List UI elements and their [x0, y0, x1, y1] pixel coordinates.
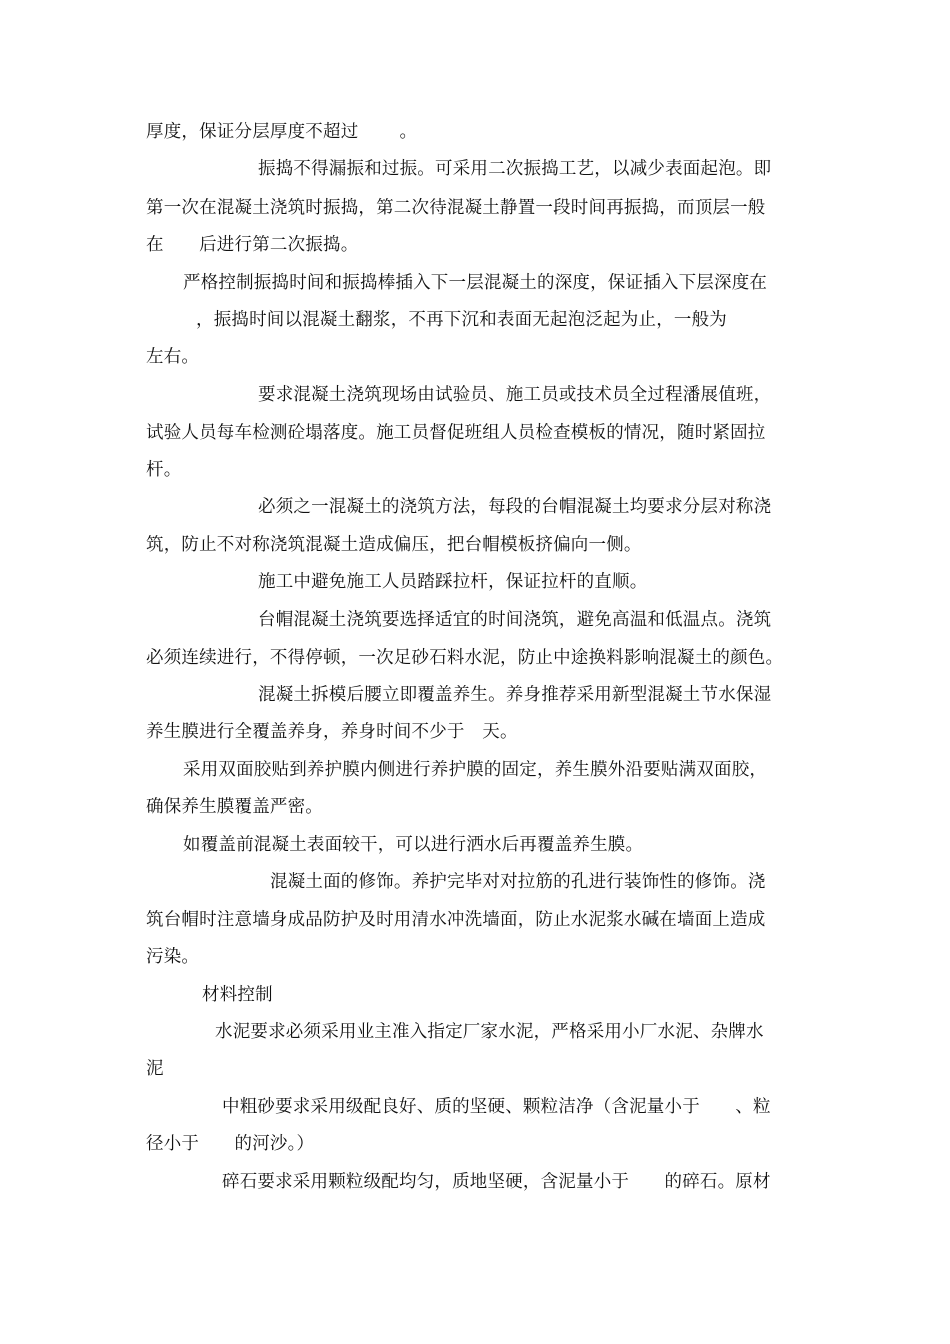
- text-line: 施工中避免施工人员踏踩拉杆，保证拉杆的直顺。: [258, 572, 648, 592]
- text-line: 水泥要求必须采用业主准入指定厂家水泥，严格采用小厂水泥、杂牌水: [215, 1022, 764, 1042]
- text-line: 污染。: [146, 947, 200, 967]
- text-line: ，振捣时间以混凝土翻浆，不再下沉和表面无起泡泛起为止，一般为: [196, 310, 727, 330]
- text-line: 混凝土拆模后腰立即覆盖养生。养身推荐采用新型混凝土节水保湿: [258, 685, 772, 705]
- section-heading: 材料控制: [202, 985, 273, 1005]
- text-line: 筑，防止不对称浇筑混凝土造成偏压，把台帽模板挤偏向一侧。: [146, 535, 642, 555]
- text-line: 养生膜进行全覆盖养身，养身时间不少于 天。: [146, 722, 518, 742]
- text-line: 中粗砂要求采用级配良好、质的坚硬、颗粒洁净（含泥量小于 、粒: [222, 1097, 771, 1117]
- text-line: 必须连续进行，不得停顿，一次足砂石料水泥，防止中途换料影响混凝土的颜色。: [146, 648, 784, 668]
- text-line: 第一次在混凝土浇筑时振捣，第二次待混凝土静置一段时间再振捣，而顶层一般: [146, 198, 766, 218]
- text-line: 要求混凝土浇筑现场由试验员、施工员或技术员全过程潘展值班，: [258, 385, 772, 405]
- text-line: 必须之一混凝土的浇筑方法，每段的台帽混凝土均要求分层对称浇: [258, 497, 772, 517]
- text-line: 碎石要求采用颗粒级配均匀，质地坚硬，含泥量小于 的碎石。原材: [222, 1172, 771, 1192]
- text-line: 严格控制振捣时间和振捣棒插入下一层混凝土的深度，保证插入下层深度在: [183, 273, 768, 293]
- text-line: 泥: [146, 1059, 164, 1079]
- text-line: 径小于 的河沙。）: [146, 1134, 315, 1154]
- text-line: 在 后进行第二次振捣。: [146, 235, 359, 255]
- text-line: 左右。: [146, 347, 200, 367]
- text-line: 台帽混凝土浇筑要选择适宜的时间浇筑，避免高温和低温点。浇筑: [258, 610, 772, 630]
- text-line: 混凝土面的修饰。养护完毕对对拉筋的孔进行装饰性的修饰。浇: [270, 872, 766, 892]
- text-line: 杆。: [146, 460, 182, 480]
- text-line: 如覆盖前混凝土表面较干，可以进行洒水后再覆盖养生膜。: [183, 835, 644, 855]
- text-line: 振捣不得漏振和过振。可采用二次振捣工艺，以减少表面起泡。即: [258, 159, 772, 179]
- text-line: 厚度，保证分层厚度不超过 。: [146, 122, 418, 142]
- text-line: 确保养生膜覆盖严密。: [146, 797, 323, 817]
- text-line: 采用双面胶贴到养护膜内侧进行养护膜的固定，养生膜外沿要贴满双面胶，: [183, 760, 768, 780]
- text-line: 试验人员每车检测砼塌落度。施工员督促班组人员检查模板的情况，随时紧固拉: [146, 423, 766, 443]
- text-line: 筑台帽时注意墙身成品防护及时用清水冲洗墙面，防止水泥浆水碱在墙面上造成: [146, 910, 766, 930]
